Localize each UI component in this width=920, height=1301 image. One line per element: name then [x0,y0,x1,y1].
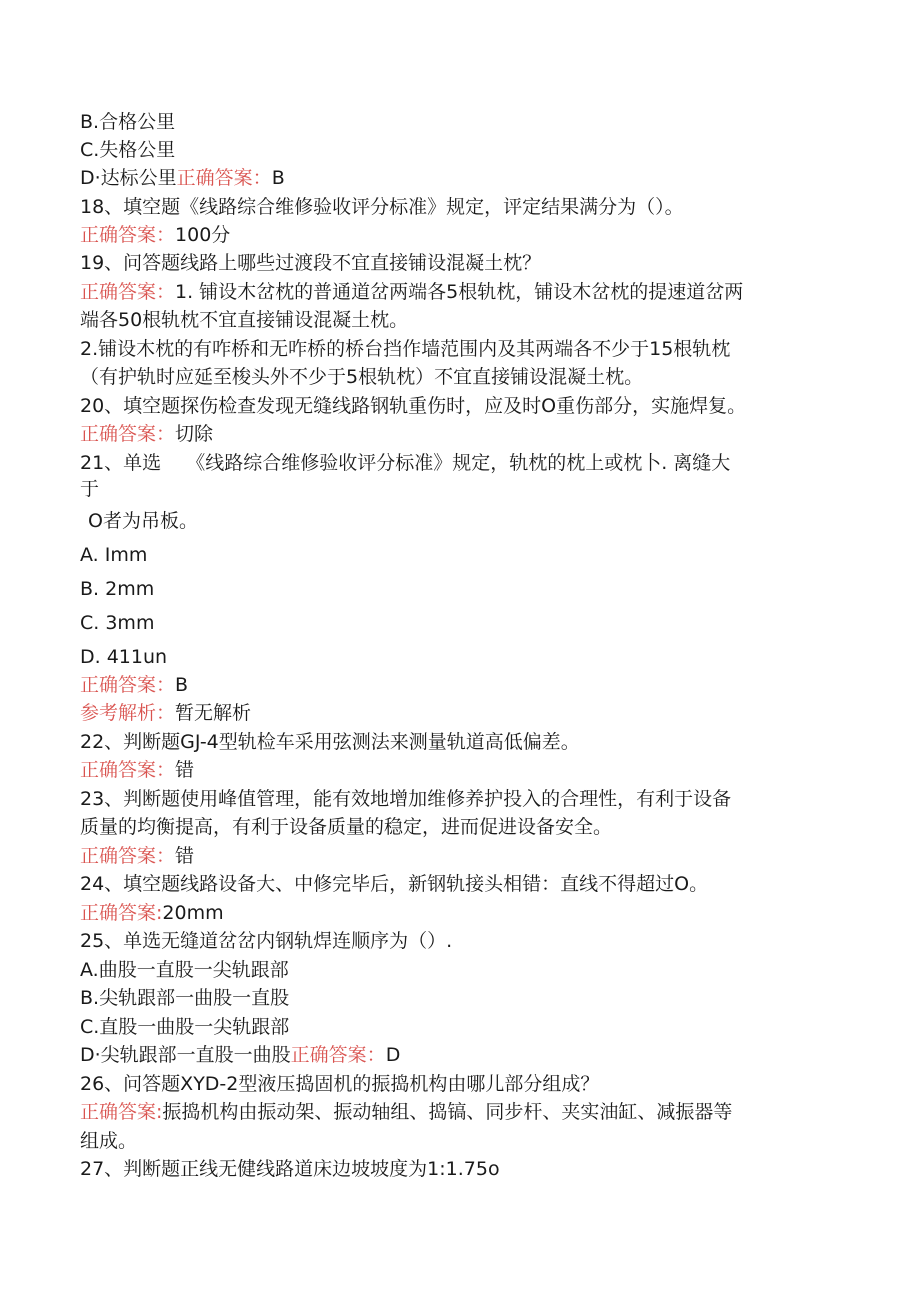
answer-value: 错 [175,759,195,781]
answer-text: 振捣机构由振动架、振动轴组、捣镐、同步杆、夹实油缸、减振器等 [162,1101,733,1123]
answer-20 [80,421,213,447]
question-21-cont: 于 [80,478,100,500]
answer-label: 正确答案： [80,759,176,781]
option-c: C. 3mm [80,612,155,634]
analysis-label: 参考解析： [80,702,176,724]
analysis-value: 暂无解析 [175,702,252,724]
answer-text: 1. 铺设木岔枕的普通道岔两端各5根轨枕，铺设木岔枕的提速道岔两 [175,281,744,303]
answer-value: 错 [175,845,195,867]
answer-value: B [175,674,189,696]
answer-label: 正确答案: [80,1101,163,1123]
option-c: C.失格公里 [80,139,176,161]
question-21-cont-2: O者为吊板。 [88,510,198,532]
option-d: D. 411un [80,646,168,668]
answer-19-point-2: 2.铺设木枕的有咋桥和无咋桥的桥台挡作墙范围内及其两端各不少于15根轨枕 [80,338,731,360]
answer-26-cont: 组成。 [80,1130,138,1152]
answer-value: 100分 [175,224,231,246]
answer-label: 正确答案: [80,902,163,924]
answer-19-cont: 端各50根轨枕不宜直接铺设混凝土枕。 [80,309,409,331]
answer-label: 正确答案： [80,224,176,246]
answer-22 [80,757,194,783]
question-26: 26、问答题XYD-2型液压捣固机的振捣机构由哪儿部分组成？ [80,1073,600,1095]
question-23: 23、判断题使用峰值管理，能有效地增加维修养护投入的合理性，有利于设备 [80,788,732,810]
question-18: 18、填空题《线路综合维修验收评分标准》规定，评定结果满分为（）。 [80,196,684,218]
question-25: 25、单选无缝道岔岔内钢轨焊连顺序为（）. [80,930,453,952]
answer-label: 正确答案： [80,423,176,445]
answer-26 [80,1099,732,1125]
analysis-21 [80,700,251,726]
option-d: D·尖轨跟部一直股一曲股 [80,1044,291,1066]
question-24: 24、填空题线路设备大、中修完毕后，新钢轨接头相错：直线不得超过O。 [80,873,709,895]
answer-19-point-2-cont: （有护轨时应延至梭头外不少于5根轨枕）不宜直接铺设混凝土枕。 [80,366,644,388]
option-b: B. 2mm [80,578,155,600]
answer-value: 20mm [162,902,224,924]
answer-19 [80,279,743,305]
question-20: 20、填空题探伤检查发现无缝线路钢轨重伤时，应及时O重伤部分，实施焊复。 [80,395,747,417]
answer-label: 正确答案： [80,674,176,696]
question-19: 19、问答题线路上哪些过渡段不宜直接铺设混凝土枕？ [80,252,542,274]
option-d-with-answer [80,1042,400,1068]
option-a: A.曲股一直股一尖轨跟部 [80,959,289,981]
answer-label: 正确答案： [290,1044,386,1066]
answer-18 [80,222,230,248]
answer-label: 正确答案： [80,845,176,867]
option-c: C.直股一曲股一尖轨跟部 [80,1016,290,1038]
option-d: D·达标公里 [80,167,177,189]
option-b: B.合格公里 [80,111,176,133]
question-27: 27、判断题正线无健线路道床边坡坡度为1:1.75o [80,1158,500,1180]
question-23-cont: 质量的均衡提高，有利于设备质量的稳定，进而促进设备安全。 [80,816,613,838]
answer-21 [80,672,188,698]
question-22: 22、判断题GJ-4型轨检车采用弦测法来测量轨道高低偏差。 [80,731,580,753]
option-b: B.尖轨跟部一曲股一直股 [80,987,290,1009]
answer-24 [80,900,224,926]
answer-value: 切除 [175,423,214,445]
answer-23 [80,843,194,869]
answer-value: D [385,1044,401,1066]
answer-label: 正确答案： [176,167,272,189]
answer-value: B [271,167,285,189]
answer-label: 正确答案： [80,281,176,303]
option-a: A. Imm [80,544,148,566]
question-21: 21、单选 《线路综合维修验收评分标准》规定，轨枕的枕上或枕卜. 离缝大 [80,452,731,474]
option-d-with-answer [80,165,285,191]
